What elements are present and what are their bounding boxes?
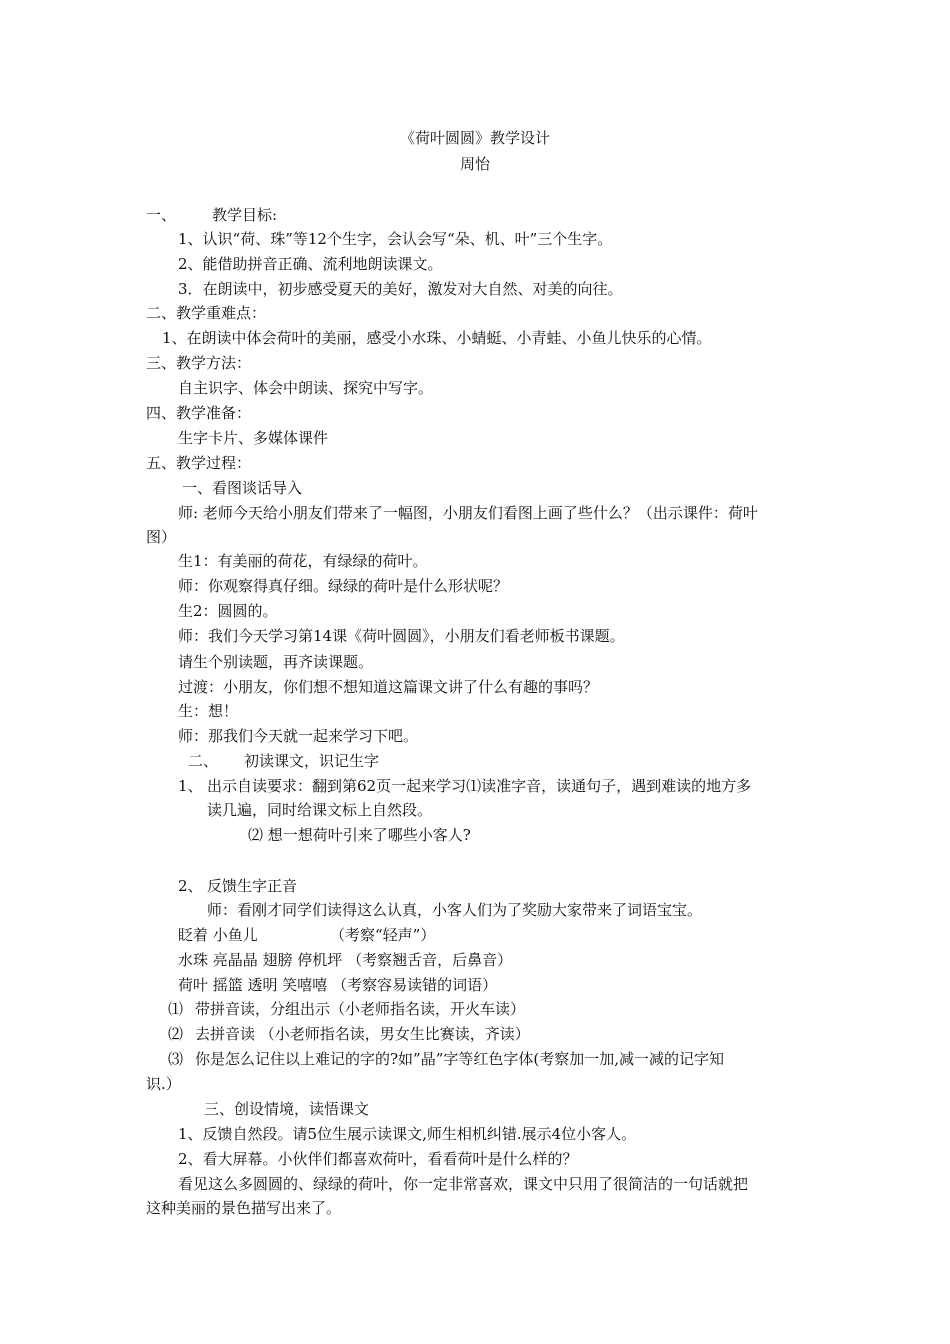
section-heading: 三、教学方法：: [146, 354, 252, 372]
section-heading: 四、教学准备：: [146, 404, 252, 422]
text-line: 2、看大屏幕。小伙伴们都喜欢荷叶，看看荷叶是什么样的？: [178, 1150, 578, 1168]
text-line: 生1：有美丽的荷花，有绿绿的荷叶。: [178, 552, 428, 570]
item-number: 2、: [178, 877, 203, 895]
text-line: ⑵ 想一想荷叶引来了哪些小客人?: [248, 826, 471, 844]
text-line: 2、能借助拼音正确、流利地朗读课文。: [178, 255, 443, 273]
word-list-note: （考察“轻声”）: [330, 926, 436, 944]
text-line: 带拼音读，分组出示（小老师指名读，开火车读）: [195, 1000, 526, 1018]
text-line: 读几遍，同时给课文标上自然段。: [207, 801, 433, 819]
subsection-heading: 一、看图谈话导入: [182, 479, 303, 497]
subsection-number: 二、: [188, 752, 219, 770]
text-line: 师：看刚才同学们读得这么认真，小客人们为了奖励大家带来了词语宝宝。: [207, 901, 703, 919]
text-line: 反馈生字正音: [207, 877, 298, 895]
section-heading: 教学目标:: [212, 206, 278, 224]
text-line: 师: 老师今天给小朋友们带来了一幅图，小朋友们看图上画了些什么？（出示课件：荷叶: [178, 504, 758, 522]
section-heading: 五、教学过程：: [146, 454, 252, 472]
text-line: 1、反馈自然段。请5位生展示读课文,师生相机纠错.展示4位小客人。: [178, 1125, 637, 1143]
item-number: ⑴: [168, 1000, 184, 1018]
word-list-line: 眨着 小鱼儿: [178, 926, 258, 944]
text-line: 图）: [146, 528, 177, 546]
word-list-line: 水珠 亮晶晶 翅膀 停机坪 （考察翘舌音，后鼻音）: [178, 951, 513, 969]
text-line: 师：我们今天学习第14课《荷叶圆圆》，小朋友们看老师板书课题。: [178, 627, 625, 645]
text-line: 这种美丽的景色描写出来了。: [146, 1199, 342, 1217]
section-number: 一、: [146, 206, 177, 224]
section-heading: 二、教学重难点：: [146, 304, 267, 322]
text-line: 生字卡片、多媒体课件: [178, 429, 329, 447]
text-line: 1、在朗读中体会荷叶的美丽，感受小水珠、小蜻蜓、小青蛙、小鱼儿快乐的心情。: [162, 329, 712, 347]
text-line: 师：你观察得真仔细。绿绿的荷叶是什么形状呢？: [178, 577, 509, 595]
item-number: 1、: [178, 777, 203, 795]
subsection-heading: 三、创设情境，读悟课文: [204, 1100, 370, 1118]
subsection-heading: 初读课文，识记生字: [244, 752, 380, 770]
text-line: 1、认识“荷、珠”等12个生字，会认会写“朵、机、叶”三个生字。: [178, 230, 613, 248]
item-number: ⑶: [168, 1050, 184, 1068]
document-title: 《荷叶圆圆》教学设计: [399, 129, 550, 147]
document-author: 周怡: [459, 155, 490, 173]
item-number: ⑵: [168, 1025, 184, 1043]
text-line: 自主识字、体会中朗读、探究中写字。: [178, 379, 434, 397]
text-line: 请生个别读题，再齐读课题。: [178, 653, 374, 671]
text-line: 生：想！: [178, 702, 239, 720]
text-line: 3．在朗读中，初步感受夏天的美好，激发对大自然、对美的向往。: [178, 280, 623, 298]
text-line: 师：那我们今天就一起来学习下吧。: [178, 727, 419, 745]
text-line: 去拼音读 （小老师指名读，男女生比赛读，齐读）: [195, 1025, 530, 1043]
text-line: 出示自读要求：翻到第62页一起来学习⑴读准字音，读通句子，遇到难读的地方多: [207, 777, 752, 795]
text-line: 过渡：小朋友，你们想不想知道这篇课文讲了什么有趣的事吗？: [178, 678, 599, 696]
text-line: 生2：圆圆的。: [178, 602, 278, 620]
text-line: 看见这么多圆圆的、绿绿的荷叶，你一定非常喜欢，课文中只用了很简洁的一句话就把: [178, 1175, 749, 1193]
text-line: 你是怎么记住以上难记的字的?如”晶”字等红色字体(考察加一加,减一减的记字知: [195, 1050, 725, 1068]
word-list-line: 荷叶 摇篮 透明 笑嘻嘻 （考察容易读错的词语）: [178, 976, 498, 994]
text-line: 识.）: [146, 1075, 181, 1093]
